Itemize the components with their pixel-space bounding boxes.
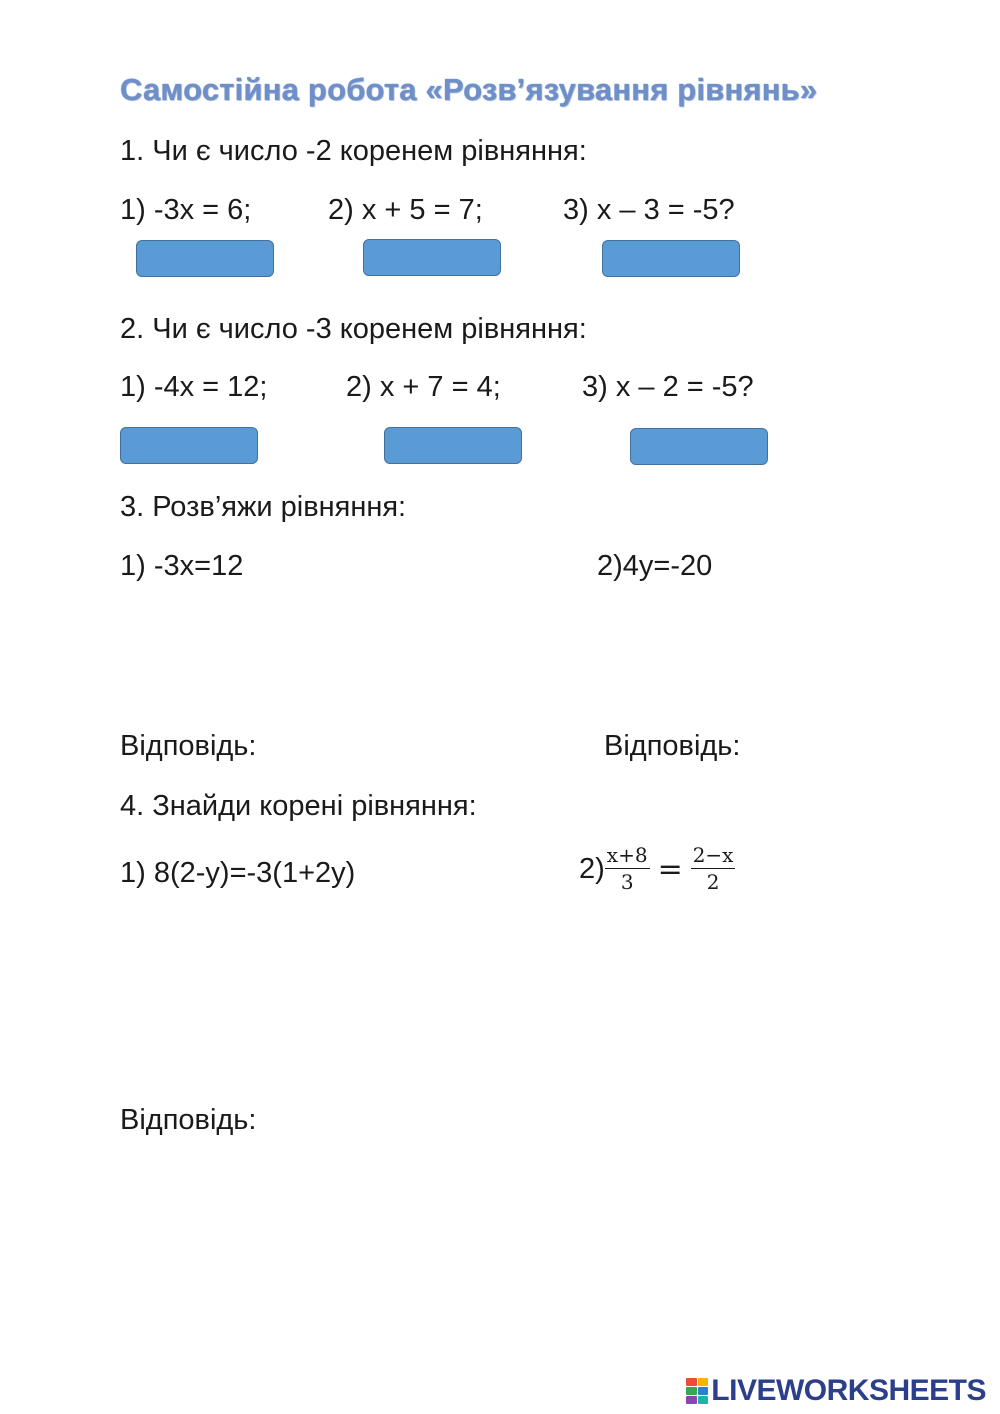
task1-equation-3: 3) х – 3 = -5?: [563, 194, 735, 226]
task4-equation-2-prefix: 2): [579, 852, 605, 885]
task4-question: 4. Знайди корені рівняння:: [120, 790, 477, 822]
task1-equation-2: 2) х + 5 = 7;: [328, 194, 483, 226]
task1-answer-box-1[interactable]: [136, 240, 274, 277]
task4-fraction-right: [691, 845, 736, 893]
task2-question: 2. Чи є число -3 коренем рівняння:: [120, 313, 587, 345]
task3-equation-1: 1) -3х=12: [120, 550, 244, 582]
task4-answer-label: Відповідь:: [120, 1104, 257, 1136]
task4-fraction-left-denominator: 3: [620, 870, 634, 894]
task1-question: 1. Чи є число -2 коренем рівняння:: [120, 135, 587, 167]
task4-fraction-right-numerator: 2−x: [692, 843, 734, 867]
task2-answer-box-3[interactable]: [630, 428, 768, 465]
task3-question: 3. Розв’яжи рівняння:: [120, 491, 407, 523]
task4-equals-sign: =: [657, 851, 683, 887]
logo-text: LIVEWORKSHEETS: [711, 1374, 986, 1407]
task3-answer-label-2: Відповідь:: [604, 730, 741, 762]
task1-answer-box-2[interactable]: [363, 239, 501, 276]
task4-equation-1: 1) 8(2-у)=-3(1+2у): [120, 857, 356, 889]
worksheet-title: Самостійна робота «Розв’язування рівнянь»: [120, 72, 818, 107]
liveworksheets-logo: [686, 1374, 986, 1408]
task2-equation-1: 1) -4х = 12;: [120, 371, 268, 403]
task3-equation-2: 2)4у=-20: [597, 550, 713, 582]
task4-fraction-left-numerator: x+8: [606, 843, 648, 867]
task2-equation-3: 3) х – 2 = -5?: [582, 371, 754, 403]
task2-answer-box-1[interactable]: [120, 427, 258, 464]
task2-equation-2: 2) х + 7 = 4;: [346, 371, 501, 403]
task3-answer-label-1: Відповідь:: [120, 730, 257, 762]
task1-answer-box-3[interactable]: [602, 240, 740, 277]
task4-fraction-right-denominator: 2: [706, 870, 720, 894]
liveworksheets-logo-icon: [686, 1378, 708, 1404]
task2-answer-box-2[interactable]: [384, 427, 522, 464]
task4-equation-2: [579, 845, 735, 893]
task4-fraction-left: [605, 845, 650, 893]
task1-equation-1: 1) -3х = 6;: [120, 194, 252, 226]
